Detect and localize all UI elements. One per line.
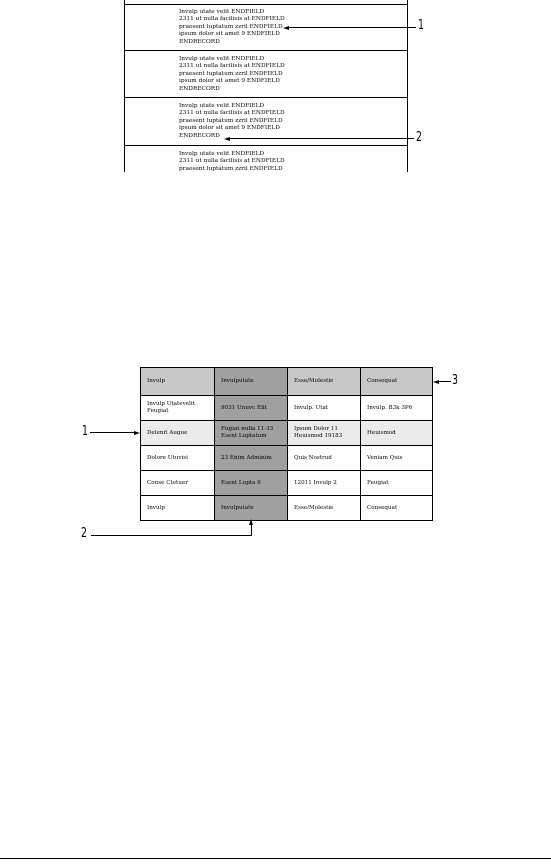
record-field-line: Invulp utate velit ENDFIELD: [179, 151, 265, 157]
table-header-row: [141, 368, 433, 396]
table-figure: [0, 355, 551, 555]
record-field-line: 2311 ut nulla facilisis at ENDFIELD: [179, 16, 285, 23]
record-field-line: Invulp utate velit ENDFIELD: [179, 56, 265, 62]
record-divider: [124, 4, 408, 5]
callout-2-label: 2: [416, 130, 422, 145]
record-field-line: Invulp utate velit ENDFIELD: [179, 9, 265, 15]
record-2: [179, 56, 299, 93]
record-field-line: praesent luptatum zzril ENDFIELD: [179, 117, 283, 124]
footer-rule: [0, 858, 551, 859]
table-row: [141, 471, 433, 496]
callout-1-label: 1: [82, 424, 88, 439]
table-cell: Quis Nostrud: [288, 446, 361, 471]
table-row: [141, 446, 433, 471]
table-cell: 12011 Invulp 2: [288, 471, 361, 496]
record-field-line: 2311 ut nulla facilisis at ENDFIELD: [179, 63, 285, 70]
header-cell: Invulp: [141, 368, 215, 396]
callout-2-label: 2: [81, 526, 87, 541]
table-row: [141, 396, 433, 421]
table-cell-selected-column: 9031 Unuvc Elit: [215, 396, 288, 421]
table-cell: Invulp Utatevelit Feugiat: [141, 396, 215, 421]
data-table: [140, 367, 433, 521]
callout-1-leader-line: [289, 27, 416, 28]
table-cell: Veniam Quis: [361, 446, 433, 471]
table-cell: Invulp. Utat: [288, 396, 361, 421]
record-field-line: praesent luptatum zzril ENDFIELD: [179, 165, 283, 172]
callout-3-leader-line: [439, 381, 451, 382]
record-1: [179, 9, 299, 46]
header-cell: Consequat: [361, 368, 433, 396]
callout-3-label: 3: [452, 373, 458, 388]
callout-2-leader-line: [91, 535, 252, 536]
table-row-selected: [141, 421, 433, 446]
table-cell-selected-column: Esent Lupta 9: [215, 471, 288, 496]
table-cell: Dolore Utuvisi: [141, 446, 215, 471]
record-field-line: 2311 ut nulla facilisis at ENDFIELD: [179, 110, 285, 117]
record-divider: [124, 97, 408, 98]
table-cell-selected-column: Fugiat nulla 11-33 Esent Luptatum: [215, 421, 288, 446]
table-cell-selected-column: 23 Enim Adminim: [215, 446, 288, 471]
callout-2-leader-vertical: [251, 525, 252, 535]
header-cell: Esse/Molestie: [288, 368, 361, 396]
record-end-marker: ENDRECORD: [179, 85, 220, 92]
arrow-right-icon: [134, 431, 140, 435]
table-cell-selected-column: Invulputate: [215, 496, 288, 521]
table-row: [141, 496, 433, 521]
record-field-line: ipsum dolor sit amet 9 ENDFIELD: [179, 78, 280, 85]
record-field-line: 2311 ut nulla facilisis at ENDFIELD: [179, 158, 285, 165]
table-cell: Esse/Molestie: [288, 496, 361, 521]
table-cell: Delenit Augue: [141, 421, 215, 446]
table-cell: Heuismod: [361, 421, 433, 446]
table-cell: Invulp: [141, 496, 215, 521]
table-cell: Conse Ctetuer: [141, 471, 215, 496]
callout-1-label: 1: [418, 18, 424, 33]
table-cell: Consequat: [361, 496, 433, 521]
record-field-line: Invulp utate velit ENDFIELD: [179, 103, 265, 109]
record-field-line: praesent luptatum zzril ENDFIELD: [179, 70, 283, 77]
record-field-line: praesent luptatum zzril ENDFIELD: [179, 23, 283, 30]
callout-2-leader-line: [230, 138, 414, 139]
header-cell-selected-column: Invulputate: [215, 368, 288, 396]
record-divider: [124, 145, 408, 146]
record-divider: [124, 50, 408, 51]
table-cell: Invulp. B3k 3P6: [361, 396, 433, 421]
table-cell: Ipsum Dolor 11 Heuismod 19183: [288, 421, 361, 446]
record-4: [179, 151, 299, 173]
record-3: [179, 103, 299, 140]
record-end-marker: ENDRECORD: [179, 132, 220, 139]
record-field-line: ipsum dolor sit amet 9 ENDFIELD: [179, 125, 280, 132]
record-field-line: ipsum dolor sit amet 9 ENDFIELD: [179, 31, 280, 38]
record-end-marker: ENDRECORD: [179, 38, 220, 45]
record-panel-figure: [0, 0, 551, 175]
table-cell: Feugiat: [361, 471, 433, 496]
callout-1-leader-line: [90, 432, 134, 433]
